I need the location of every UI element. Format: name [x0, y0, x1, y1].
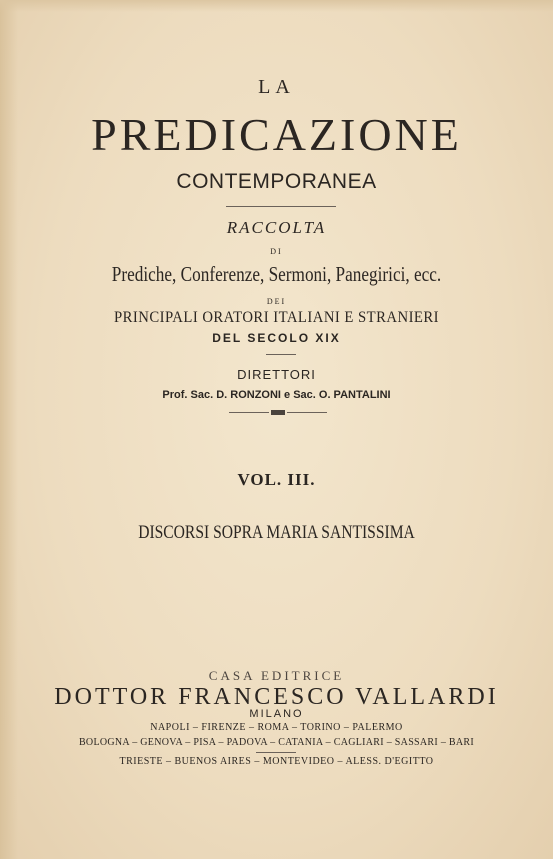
volume-subject: DISCORSI SOPRA MARIA SANTISSIMA: [138, 522, 415, 543]
publisher-branches-2: BOLOGNA – GENOVA – PISA – PADOVA – CATANIA – CAGLIARI – SASSARI – BARI: [78, 737, 475, 748]
ornament-center: [271, 410, 285, 415]
publisher-label: CASA EDITRICE: [208, 668, 345, 683]
title-main: PREDICAZIONE: [91, 109, 462, 160]
publisher-branches-3: TRIESTE – BUENOS AIRES – MONTEVIDEO – ALESS. D'EGITTO: [119, 756, 434, 767]
publisher-branches-1: NAPOLI – FIRENZE – ROMA – TORINO – PALERMO: [150, 722, 403, 733]
publisher-divider: [256, 752, 296, 753]
directors-heading: DIRETTORI: [237, 367, 316, 382]
publisher-city: MILANO: [249, 708, 304, 720]
collection-authors: PRINCIPALI ORATORI ITALIANI E STRANIERI: [113, 309, 440, 326]
title-divider: [226, 206, 336, 207]
directors-names: Prof. Sac. D. RONZONI e Sac. O. PANTALINI: [162, 389, 391, 401]
collection-contents: Prediche, Conferenze, Sermoni, Panegirici, ecc.: [111, 262, 442, 286]
volume-number: VOL. III.: [237, 470, 316, 489]
collection-dei: DEI: [266, 297, 287, 306]
ornament-right-line: [287, 412, 327, 413]
collection-century: DEL SECOLO XIX: [212, 331, 341, 345]
ornament-left-line: [229, 412, 269, 413]
title-article: LA: [258, 76, 295, 98]
century-divider: [266, 354, 296, 355]
collection-di: DI: [270, 247, 283, 256]
page-top-shadow: [0, 0, 553, 12]
publisher-name: DOTTOR FRANCESCO VALLARDI: [54, 684, 499, 710]
title-sub: CONTEMPORANEA: [176, 170, 377, 193]
collection-heading: RACCOLTA: [226, 218, 327, 237]
